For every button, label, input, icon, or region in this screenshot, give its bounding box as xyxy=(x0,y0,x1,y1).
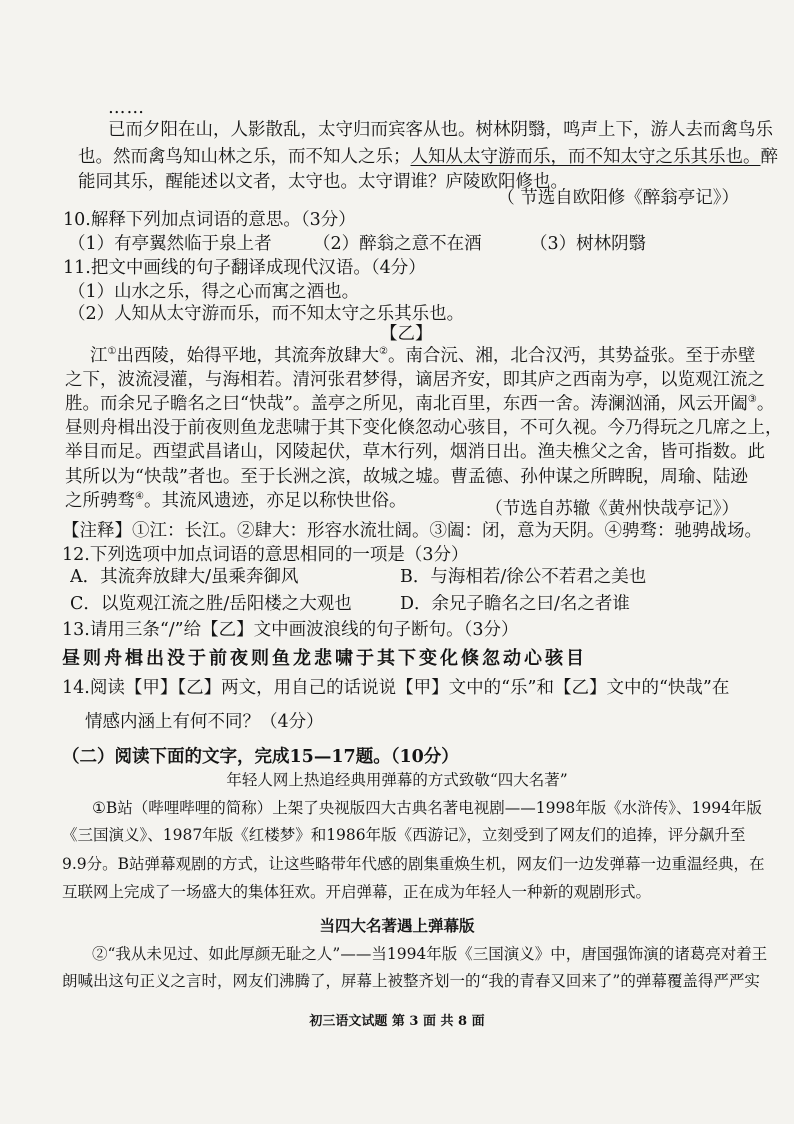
article-p1-line-4: 互联网上完成了一场盛大的集体狂欢。开启弹幕，正在成为年轻人一种新的观剧形式。 xyxy=(62,883,652,901)
yi-line-6: 其所以为“快哉”者也。至于长洲之滨，故城之墟。曹孟德、孙仲谋之所睥睨，周瑜、陆逊 xyxy=(65,467,748,487)
q14-line-2: 情感内涵上有何不同？（4分） xyxy=(85,712,324,732)
jia-line-2 xyxy=(78,145,778,169)
q11-item-2: （2）人知从太守游而乐，而不知太守之乐其乐也。 xyxy=(68,304,465,324)
yi-line-7-b: 。其流风遗迹，亦足以称快世俗。 xyxy=(143,491,407,511)
q13-stem: 13.请用三条“/”给【乙】文中画波浪线的句子断句。（3分） xyxy=(62,620,519,640)
yi-line-1-a: 江 xyxy=(90,346,108,366)
note-marker-2: ② xyxy=(378,346,388,358)
q13-sentence: 昼则舟楫出没于前夜则鱼龙悲啸于其下变化倏忽动心骇目 xyxy=(62,648,587,669)
article-p1-line-3: 9.9分。B站弹幕观剧的方式，让这些略带年代感的剧集重焕生机，网友们一边发弹幕一边重温经典，在 xyxy=(62,855,765,873)
q10-item-3: （3）树林阴翳 xyxy=(530,234,647,254)
yi-line-1-b: 出西陵，始得平地，其流奔放肆大 xyxy=(116,346,379,366)
q11-item-1: （1）山水之乐，得之心而寓之酒也。 xyxy=(68,282,360,302)
article-p1-line-1: ①B站（哔哩哔哩的简称）上架了央视版四大古典名著电视剧——1998年版《水浒传》、1994年版 xyxy=(92,799,762,817)
yi-line-7-a: 之所骋骛 xyxy=(65,491,135,511)
yi-line-5: 举目而足。西望武昌诸山，冈陵起伏，草木行列，烟消日出。渔夫樵父之舍，皆可指数。此 xyxy=(65,442,765,462)
q10-stem: 10.解释下列加点词语的意思。（3分） xyxy=(63,210,356,230)
q14-line-1: 14.阅读【甲】【乙】两文，用自己的话说说【甲】文中的“乐”和【乙】文中的“快哉”在 xyxy=(62,678,730,698)
jia-line-3: 能同其乐，醒能述以文者，太守也。太守谓谁？庐陵欧阳修也。 xyxy=(78,172,568,192)
jia-line-2-b: 醉 xyxy=(760,147,778,167)
yi-source: （节选自苏辙《黄州快哉亭记》） xyxy=(485,499,739,519)
yi-line-1-c: 。南合沅、湘，北合汉沔，其势益张。至于赤壁 xyxy=(387,346,756,366)
q12-stem: 12.下列选项中加点词语的意思相同的一项是（3分） xyxy=(62,545,469,565)
jia-source: （ 节选自欧阳修《醉翁亭记》） xyxy=(497,188,739,208)
ellipsis: …… xyxy=(108,98,145,118)
q11-stem: 11.把文中画线的句子翻译成现代汉语。（4分） xyxy=(63,258,426,278)
article-subtitle: 当四大名著遇上弹幕版 xyxy=(319,916,475,935)
article-p2-line-2: 朗喊出这句正义之言时，网友们沸腾了，屏幕上被整齐划一的“我的青春又回来了”的弹幕覆盖得严严实 xyxy=(62,972,760,990)
q12-option-a: A．其流奔放肆大/虽乘奔御风 xyxy=(70,567,299,587)
yi-line-3-a: 胜。而余兄子瞻名之曰“快哉”。盖亭之所见，南北百里，东西一舍。涛澜汹涌，风云开阖 xyxy=(65,394,748,414)
yi-line-2: 之下，波流浸灌，与海相若。清河张君梦得，谪居齐安，即其庐之西南为亭，以览观江流之 xyxy=(65,370,765,390)
q10-item-2: （2）醉翁之意不在酒 xyxy=(313,234,482,254)
q10-item-1: （1）有亭翼然临于泉上者 xyxy=(68,234,272,254)
q12-option-d: D．余兄子瞻名之曰/名之者谁 xyxy=(400,594,630,614)
section-2-heading: （二）阅读下面的文字，完成15—17题。（10分） xyxy=(62,747,459,767)
note-marker-3: ③ xyxy=(747,394,757,406)
note-marker-4: ④ xyxy=(135,491,144,503)
article-p2-line-1: ②“我从未见过、如此厚颜无耻之人”——当1994年版《三国演义》中，唐国强饰演的诸葛亮对着王 xyxy=(92,945,768,963)
yi-line-3-b: 。 xyxy=(756,394,775,414)
q12-option-c: C．以览观江流之胜/岳阳楼之大观也 xyxy=(70,594,352,614)
yi-line-1 xyxy=(90,344,755,368)
jia-line-1: 已而夕阳在山，人影散乱，太守归而宾客从也。树林阴翳，鸣声上下，游人去而禽鸟乐 xyxy=(108,120,773,140)
yi-line-7 xyxy=(65,489,406,513)
article-title: 年轻人网上热追经典用弹幕的方式致敬“四大名著” xyxy=(226,771,568,789)
underlined-sentence: 人知从太守游而乐，而不知太守之乐其乐也。 xyxy=(410,147,761,167)
yi-notes: 【注释】①江：长江。②肆大：形容水流壮阔。③阖：闭，意为天阴。④骋骛：驰骋战场。 xyxy=(62,521,762,541)
yi-line-4: 昼则舟楫出没于前夜则鱼龙悲啸于其下变化倏忽动心骇目，不可久视。今乃得玩之几席之上， xyxy=(65,418,783,438)
article-p1-line-2: 《三国演义》、1987年版《红楼梦》和1986年版《西游记》，立刻受到了网友们的追捧，评分飙升至 xyxy=(62,826,746,844)
page-footer: 初三语文试题 第 3 面 共 8 面 xyxy=(309,1014,485,1029)
q12-option-b: B．与海相若/徐公不若君之美也 xyxy=(400,567,647,587)
note-marker-1: ① xyxy=(107,346,117,358)
yi-line-3 xyxy=(65,392,774,416)
jia-line-2-a: 也。然而禽鸟知山林之乐，而不知人之乐； xyxy=(78,147,411,167)
yi-heading: 【乙】 xyxy=(380,324,433,344)
